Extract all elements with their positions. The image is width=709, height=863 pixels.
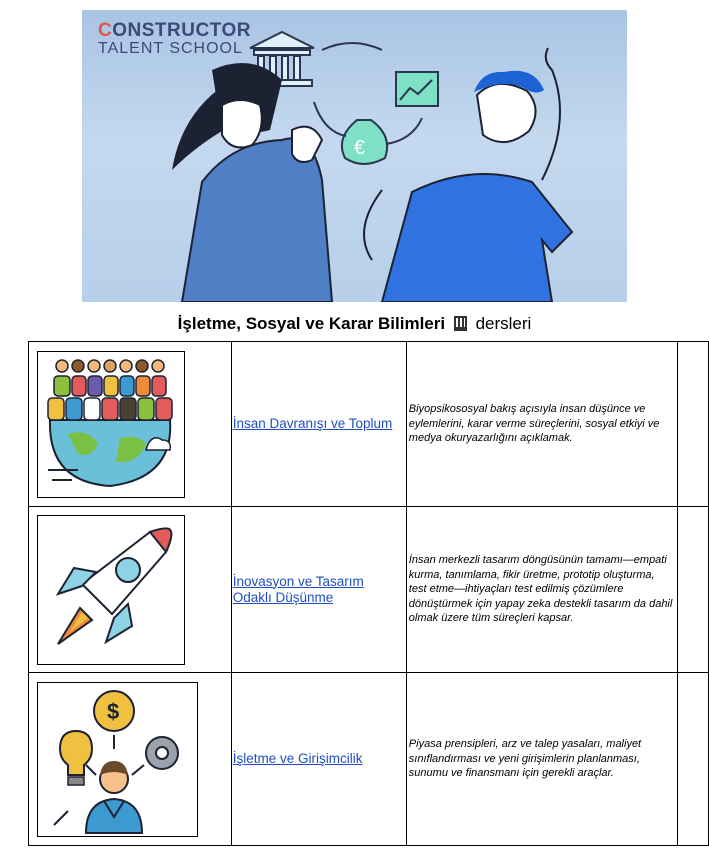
brand-subtitle: TALENT SCHOOL: [98, 40, 243, 57]
rocket-icon: [37, 515, 185, 665]
course-description: Biyopsikososyal bakış açısıyla insan düşünce ve eylemlerini, karar verme süreçlerini, sosyal etkiyi ve medya okuryazarlığını açıklamak.: [408, 403, 660, 445]
svg-text:€: €: [354, 137, 366, 159]
section-heading-text: İşletme, Sosyal ve Karar Bilimleri: [177, 314, 446, 333]
brand-logo-mark: C: [98, 20, 113, 41]
course-icon-cell: [29, 673, 232, 846]
table-row: [29, 342, 709, 507]
courses-table: [28, 341, 709, 846]
office-building-icon: [454, 316, 467, 331]
course-link-business-entrepreneurship[interactable]: İşletme ve Girişimcilik: [232, 751, 363, 766]
table-row: [29, 673, 709, 846]
empty-cell: [678, 342, 709, 507]
entrepreneur-icon: [37, 682, 198, 837]
course-description-cell: [406, 507, 677, 673]
course-link-innovation-design[interactable]: İnovasyon ve Tasarım Odaklı Düşünme: [232, 573, 364, 605]
course-description-cell: [406, 673, 677, 846]
course-title-cell: [231, 507, 406, 673]
course-title-cell: [231, 673, 406, 846]
empty-cell: [678, 507, 709, 673]
course-icon-cell: [29, 507, 232, 673]
course-description: Piyasa prensipleri, arz ve talep yasaları, maliyet sınıflandırması ve yeni girişimlerin planlanması, sunumu ve finansmanı için gerekli araçlar.: [408, 738, 642, 780]
header-banner-illustration: [82, 10, 627, 302]
svg-text:$: $: [107, 698, 120, 724]
empty-cell: [678, 673, 709, 846]
diverse-people-on-globe-icon: [37, 351, 185, 498]
course-icon-cell: [29, 342, 232, 507]
course-link-human-behavior[interactable]: İnsan Davranışı ve Toplum: [232, 416, 393, 431]
section-heading: [0, 314, 709, 334]
course-title-cell: [231, 342, 406, 507]
section-heading-suffix: dersleri: [475, 314, 532, 333]
course-description-cell: [406, 342, 677, 507]
table-row: [29, 507, 709, 673]
brand-name: ONSTRUCTOR: [112, 20, 251, 41]
course-description: İnsan merkezli tasarım döngüsünün tamamı—empati kurma, tanımlama, fikir üretme, prototip oluşturma, test etme—ihtiyaçları test edilmiş çözümlere dönüştürmek için yapay zeka destekli tasarım da dahil olmak üzere tüm süreçleri kapsar.: [408, 554, 673, 625]
brand-logo: [98, 20, 251, 58]
